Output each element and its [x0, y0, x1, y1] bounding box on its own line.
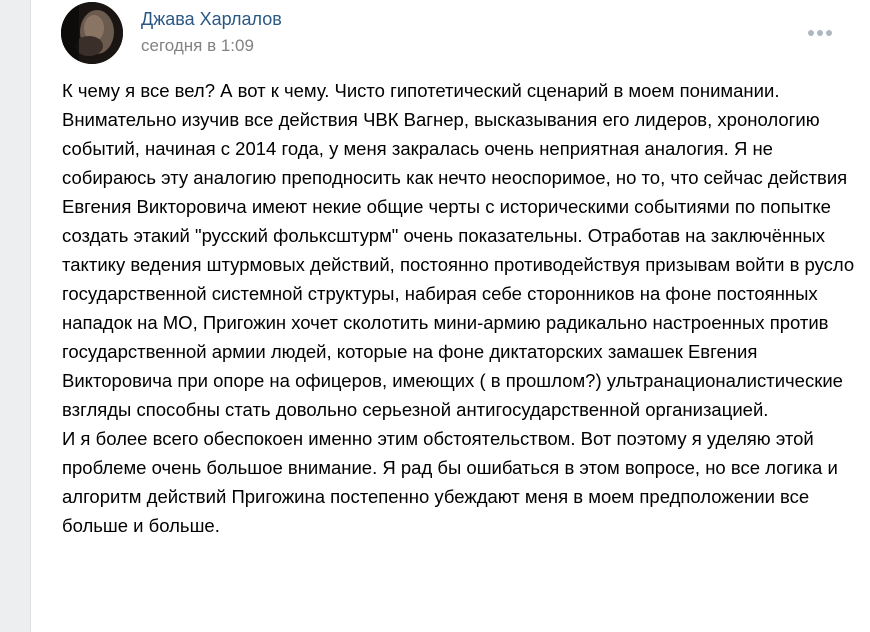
dot — [808, 30, 814, 36]
dot — [817, 30, 823, 36]
avatar[interactable] — [61, 2, 123, 64]
author-name-link[interactable]: Джава Харлалов — [141, 9, 282, 29]
avatar-portrait-icon — [61, 2, 123, 64]
post-time-link[interactable]: сегодня в 1:09 — [141, 36, 254, 55]
more-dots-icon[interactable] — [806, 26, 836, 40]
dot — [826, 30, 832, 36]
post-text: К чему я все вел? А вот к чему. Чисто гипотетический сценарий в моем понимании. Внимательно изучив все действия ЧВК Вагнер, высказывания его лидеров, хронологию событий, начиная с 2014 года, у меня закралась очень неприятная аналогия. Я не собираюсь эту аналогию преподносить как нечто неоспоримое, но то, что сейчас действия Евгения Викторовича имеют некие общие черты с историческими событиями по попытке создать этакий "русский фольксштурм" очень показательны. Отработав на заключённых тактику ведения штурмовых действий, постоянно противодействуя призывам войти в русло государственной системной структуры, набирая себе сторонников на фоне постоянных нападок на МО, Пригожин хочет сколотить мини-армию радикально настроенных против государственной армии людей, которые на фоне диктаторских замашек Евгения Викторовича при опоре на офицеров, имеющих ( в прошлом?) ультранационалистические взгляды способны стать довольно серьезной антигосударственной организацией. И я более всего обеспокоен именно этим обстоятельством. Вот поэтому я уделяю этой проблеме очень большое внимание. Я рад бы ошибаться в этом вопросе, но все логика и алгоритм действий Пригожина постепенно убеждают меня в моем предположении все больше и больше. — [62, 80, 855, 536]
wall-post — [30, 0, 870, 632]
